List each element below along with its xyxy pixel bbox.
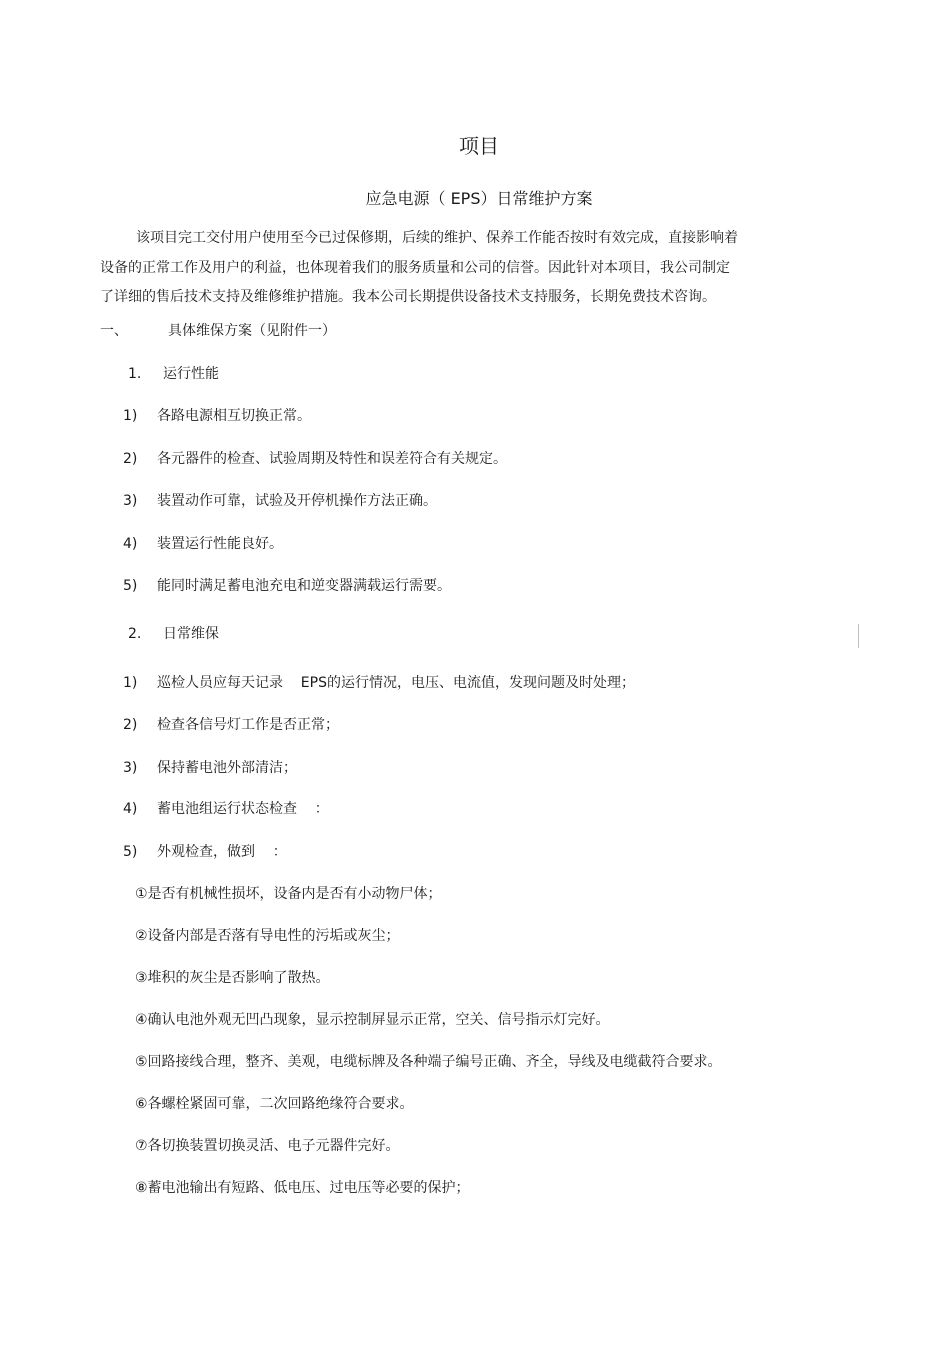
list-item-text: 各路电源相互切换正常。 [157, 408, 311, 424]
list-item [123, 715, 339, 735]
check-item: ⑥各螺栓紧固可靠，二次回路绝缘符合要求。 [135, 1096, 414, 1112]
check-item: ④确认电池外观无凹凸现象，显示控制屏显示正常，空关、信号指示灯完好。 [135, 1012, 610, 1028]
list-item [123, 449, 507, 469]
check-item: ③堆积的灰尘是否影响了散热。 [135, 970, 330, 986]
list-item-number: 1) [123, 675, 138, 691]
subsection-heading-1 [128, 364, 219, 384]
check-item: ⑤回路接线合理，整齐、美观，电缆标牌及各种端子编号正确、齐全，导线及电缆截符合要求。 [135, 1054, 722, 1070]
check-item: ②设备内部是否落有导电性的污垢或灰尘； [135, 928, 400, 944]
section-number: 一、 [100, 323, 128, 339]
margin-mark [858, 624, 859, 648]
list-item-number: 4) [123, 536, 138, 552]
list-item [123, 576, 451, 596]
list-item [123, 406, 311, 426]
list-item-text: 巡检人员应每天记录 EPS的运行情况，电压、电流值，发现问题及时处理； [157, 675, 635, 691]
list-item-text: 外观检查，做到 ： [157, 844, 287, 860]
subsection-heading-2 [128, 624, 219, 644]
check-item: ⑧蓄电池输出有短路、低电压、过电压等必要的保护； [135, 1180, 470, 1196]
list-item-text: 各元器件的检查、试验周期及特性和误差符合有关规定。 [157, 451, 507, 467]
list-item-number: 5) [123, 578, 138, 594]
list-item [123, 673, 635, 693]
intro-line: 了详细的售后技术支持及维修维护措施。我本公司长期提供设备技术支持服务，长期免费技术咨询。 [100, 289, 716, 305]
intro-line: 设备的正常工作及用户的利益，也体现着我们的服务质量和公司的信誉。因此针对本项目，我公司制定 [100, 259, 730, 276]
check-item: ⑦各切换装置切换灵活、电子元器件完好。 [135, 1138, 400, 1154]
list-item [123, 842, 287, 862]
list-item-number: 3) [123, 493, 138, 509]
list-item [123, 799, 329, 819]
subsection-number: 1. [128, 366, 142, 382]
list-item-number: 5) [123, 844, 138, 860]
intro-paragraph [100, 224, 790, 313]
subsection-number: 2. [128, 626, 142, 642]
list-item [123, 534, 283, 554]
list-item-number: 3) [123, 760, 138, 776]
section-title: 具体维保方案（见附件一） [168, 323, 336, 339]
list-item-number: 1) [123, 408, 138, 424]
list-item-text: 装置动作可靠，试验及开停机操作方法正确。 [157, 493, 437, 509]
subsection-title: 运行性能 [163, 366, 219, 382]
list-item-number: 2) [123, 451, 138, 467]
subsection-title: 日常维保 [163, 626, 219, 642]
list-item-text: 装置运行性能良好。 [157, 536, 283, 552]
list-item-text: 保持蓄电池外部清洁； [157, 760, 297, 776]
list-item [123, 491, 437, 511]
check-item: ①是否有机械性损坏，设备内是否有小动物尸体； [135, 886, 442, 902]
list-item-number: 2) [123, 717, 138, 733]
document-subtitle: 应急电源（ EPS）日常维护方案 [365, 189, 593, 208]
list-item [123, 758, 297, 778]
list-item-text: 检查各信号灯工作是否正常； [157, 717, 339, 733]
list-item-text: 蓄电池组运行状态检查 ： [157, 801, 329, 817]
document-title: 项目 [459, 134, 499, 158]
list-item-text: 能同时满足蓄电池充电和逆变器满载运行需要。 [157, 578, 451, 594]
list-item-number: 4) [123, 801, 138, 817]
intro-line: 该项目完工交付用户使用至今已过保修期，后续的维护、保养工作能否按时有效完成，直接影响着 [136, 230, 738, 246]
section-heading-1 [100, 321, 336, 341]
